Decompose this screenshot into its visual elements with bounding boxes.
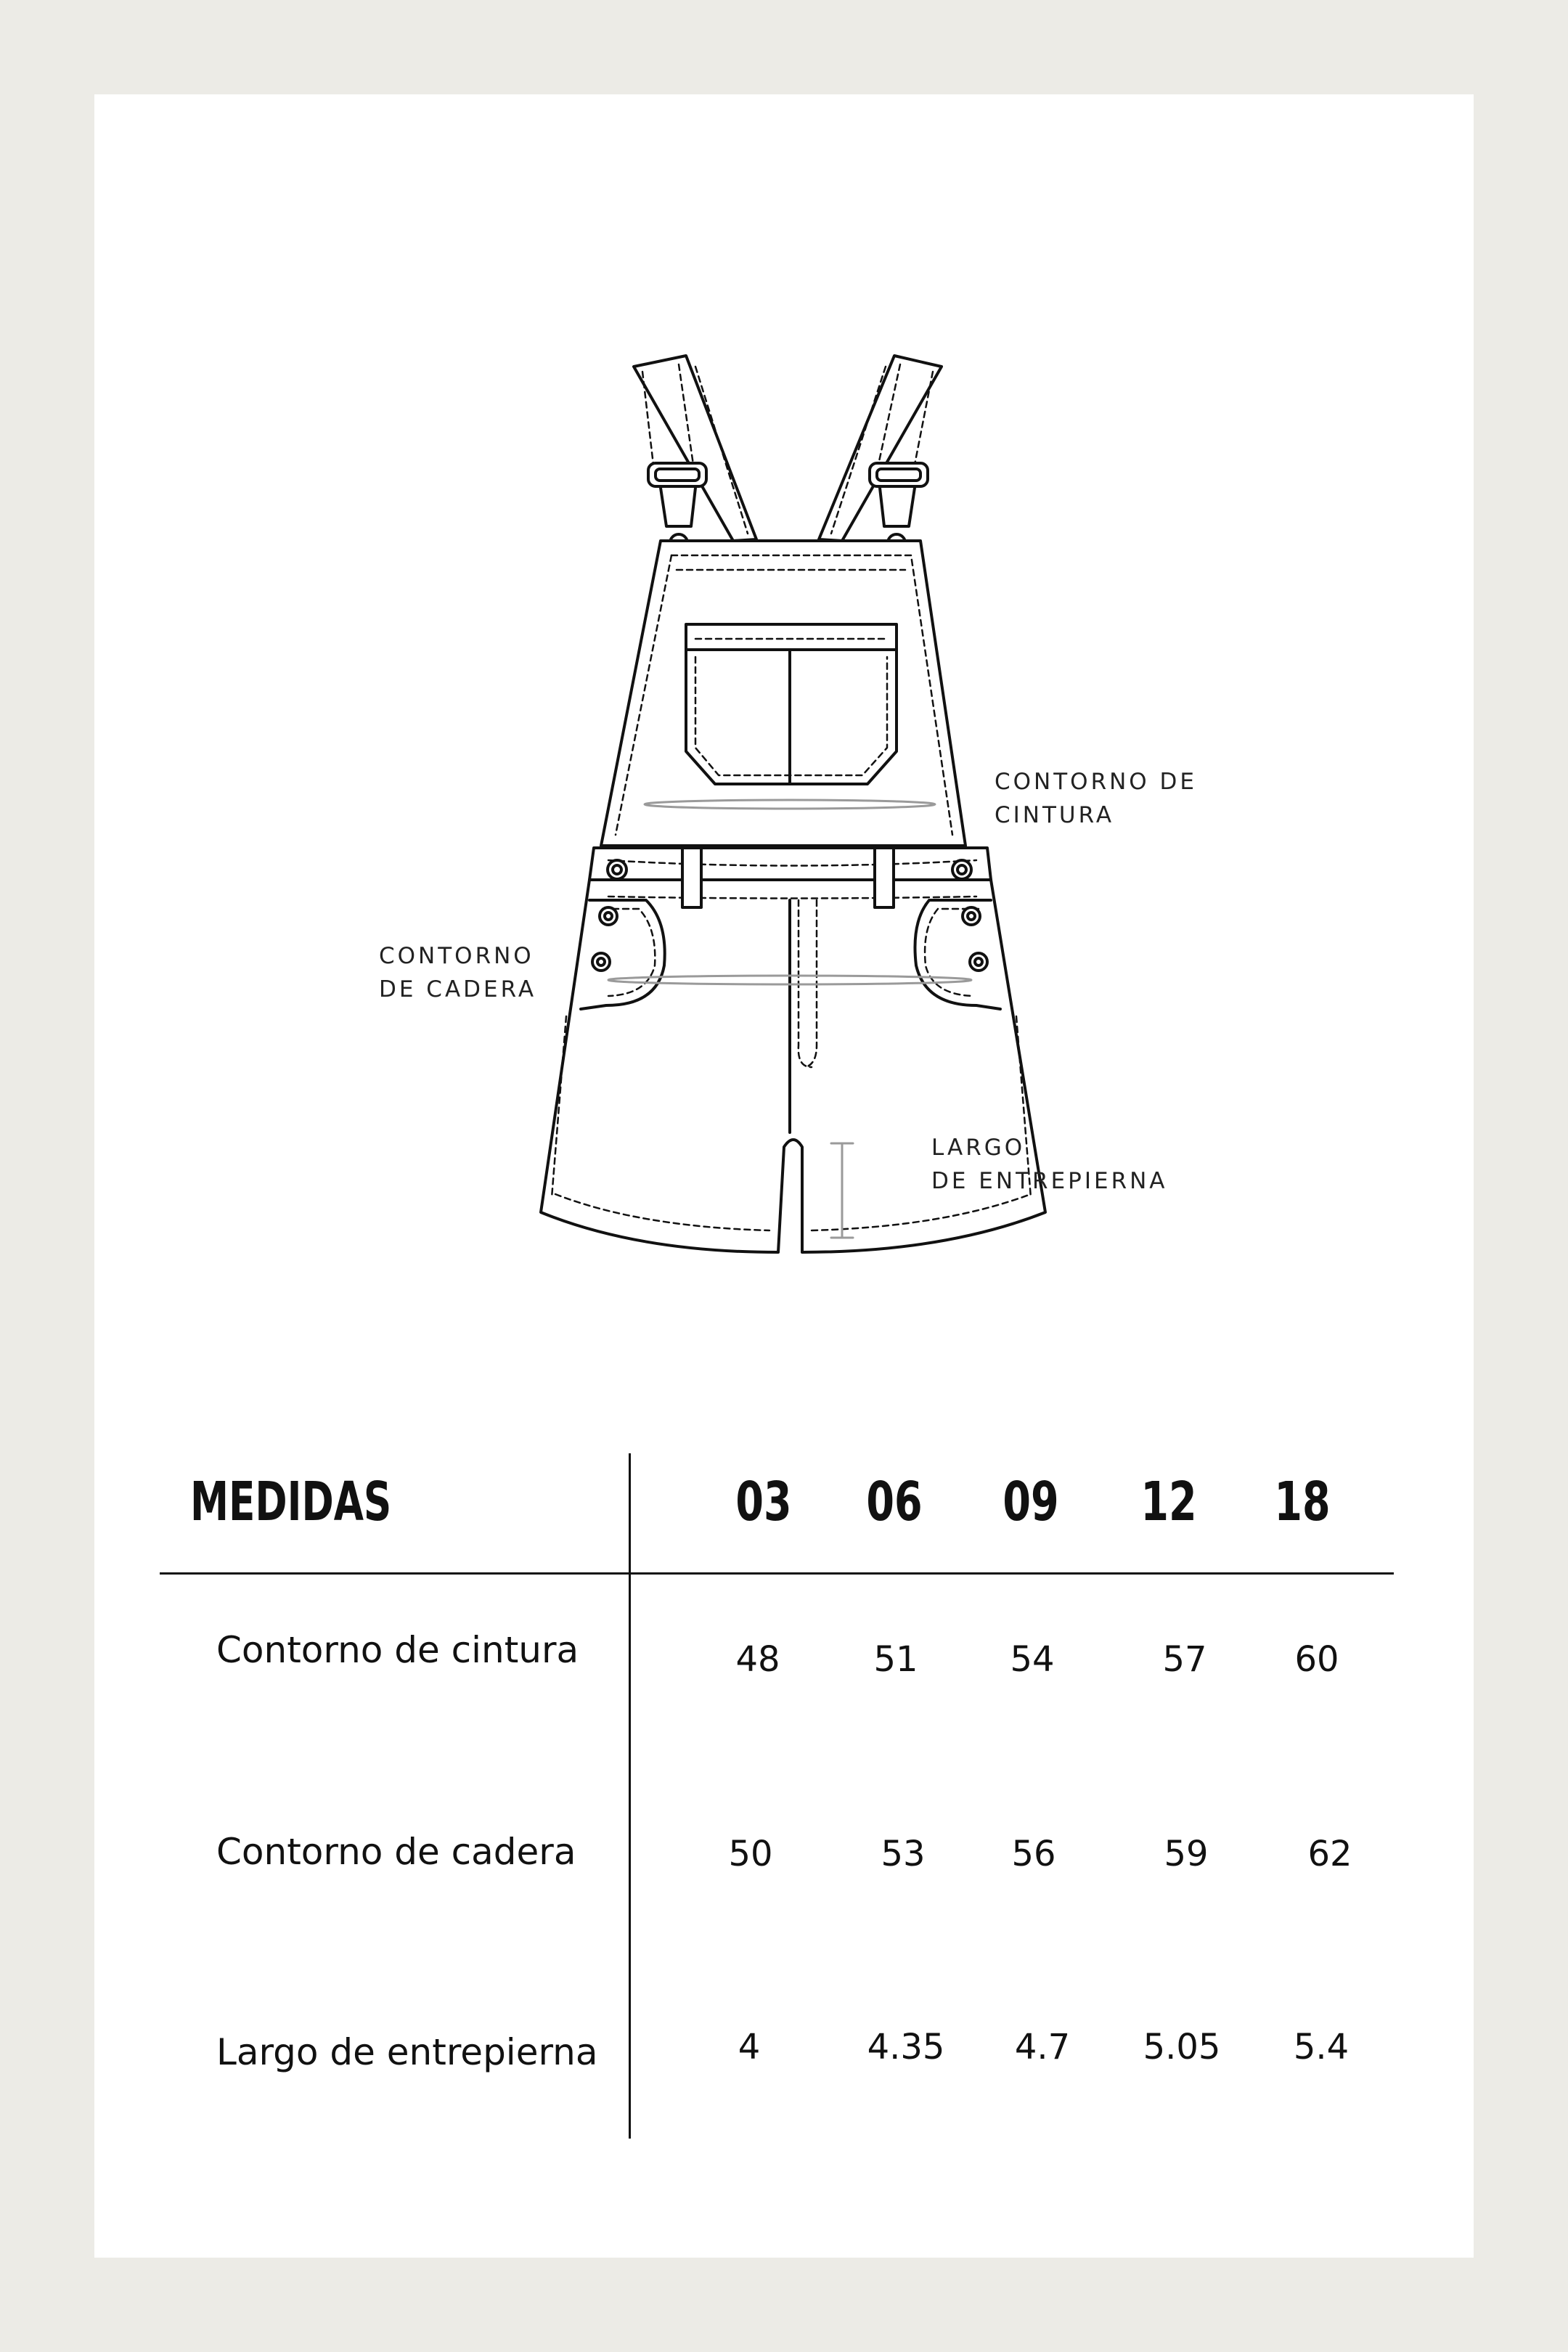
cell-inseam-12: 5.05	[1143, 2027, 1221, 2067]
row-label-inseam: Largo de entrepierna	[216, 2031, 598, 2073]
right-strap	[819, 356, 942, 552]
hip-callout-line-2: DE CADERA	[379, 976, 537, 1003]
cell-inseam-18: 5.4	[1293, 2027, 1349, 2067]
table-column-divider	[629, 1453, 631, 2139]
inseam-callout-line-1: LARGO	[931, 1135, 1026, 1161]
row-label-waist: Contorno de cintura	[216, 1629, 579, 1671]
cell-hip-03: 50	[728, 1834, 773, 1874]
cell-inseam-03: 4	[738, 2027, 761, 2067]
size-header-12: 12	[1140, 1471, 1197, 1533]
cell-waist-18: 60	[1294, 1639, 1339, 1680]
cell-waist-12: 57	[1162, 1639, 1207, 1680]
cell-hip-12: 59	[1164, 1834, 1209, 1874]
cell-hip-06: 53	[881, 1834, 926, 1874]
cell-hip-09: 56	[1011, 1834, 1056, 1874]
row-label-hip: Contorno de cadera	[216, 1831, 576, 1873]
size-header-06: 06	[866, 1471, 923, 1533]
cell-inseam-06: 4.35	[867, 2027, 945, 2067]
cell-waist-06: 51	[873, 1639, 918, 1680]
table-title: MEDIDAS	[190, 1471, 392, 1533]
waist-callout	[995, 765, 1197, 832]
size-header-09: 09	[1003, 1471, 1059, 1533]
hip-callout-line-1: CONTORNO	[379, 943, 534, 969]
left-strap	[634, 356, 756, 552]
cell-waist-09: 54	[1010, 1639, 1055, 1680]
table-header-divider	[160, 1572, 1394, 1575]
cell-hip-18: 62	[1307, 1834, 1352, 1874]
waist-callout-line-2: CINTURA	[995, 802, 1115, 828]
hip-callout	[379, 939, 536, 1006]
inseam-callout-line-2: DE ENTREPIERNA	[931, 1168, 1168, 1194]
size-header-03: 03	[735, 1471, 792, 1533]
cell-inseam-09: 4.7	[1014, 2027, 1071, 2067]
size-header-18: 18	[1274, 1471, 1331, 1533]
cell-waist-03: 48	[735, 1639, 780, 1680]
waist-callout-line-1: CONTORNO DE	[995, 769, 1198, 795]
inseam-callout	[931, 1131, 1168, 1198]
